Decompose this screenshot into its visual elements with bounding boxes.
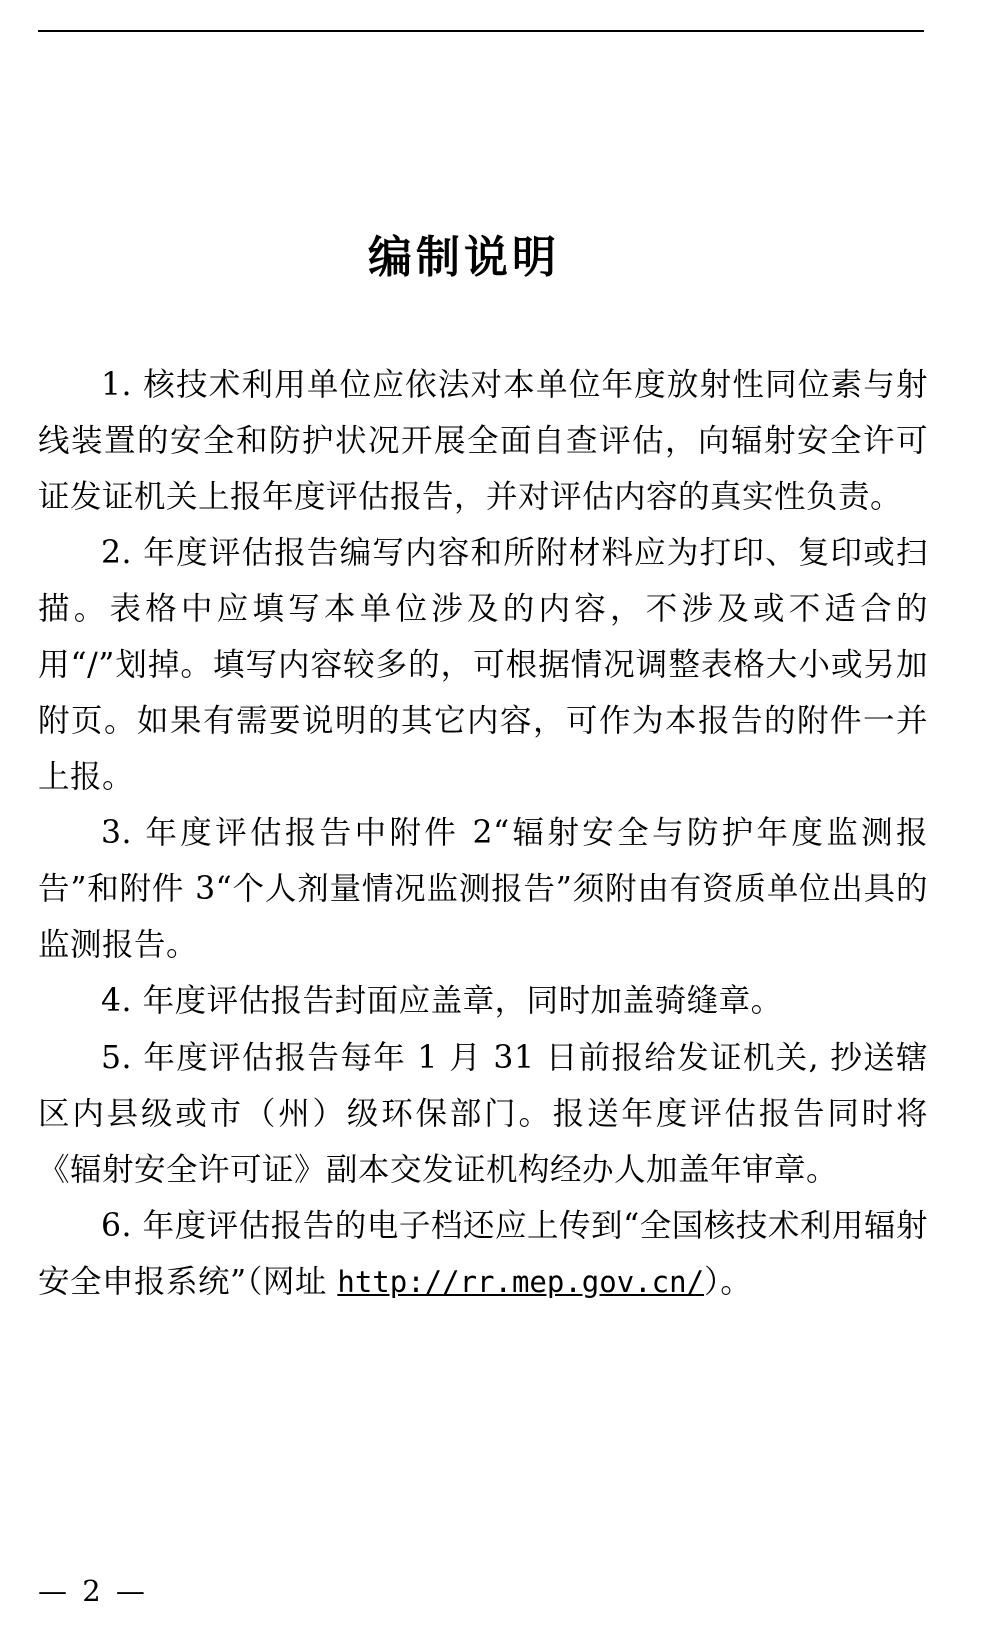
paragraph-6 xyxy=(38,1198,928,1310)
paragraph-6-after: ）。 xyxy=(704,1263,753,1300)
paragraph-3: 3. 年度评估报告中附件 2“辐射安全与防护年度监测报告”和附件 3“个人剂量情况监测报告”须附由有资质单位出具的监测报告。 xyxy=(38,815,928,964)
page-number: — 2 — xyxy=(38,1574,148,1608)
paragraph-5: 5. 年度评估报告每年 1 月 31 日前报给发证机关, 抄送辖区内县级或市（州）级环保部门。报送年度评估报告同时将《辐射安全许可证》副本交发证机构经办人加盖年审章。 xyxy=(38,1039,928,1188)
document-body xyxy=(38,232,928,1310)
paragraph-1: 1. 核技术利用单位应依法对本单位年度放射性同位素与射线装置的安全和防护状况开展全面自查评估，向辐射安全许可证发证机关上报年度评估报告，并对评估内容的真实性负责。 xyxy=(38,366,928,515)
paragraph-4: 4. 年度评估报告封面应盖章，同时加盖骑缝章。 xyxy=(101,983,783,1020)
header-rule xyxy=(38,30,924,32)
page-title: 编制说明 xyxy=(368,232,560,283)
paragraph-2: 2. 年度评估报告编写内容和所附材料应为打印、复印或扫描。表格中应填写本单位涉及的内容，不涉及或不适合的用“/”划掉。填写内容较多的，可根据情况调整表格大小或另加附页。如果有需要说明的其它内容，可作为本报告的附件一并上报。 xyxy=(38,534,928,796)
paragraph-6-before: 6. 年度评估报告的电子档还应上传到“全国核技术利用辐射安全申报系统”（网址 xyxy=(38,1207,928,1300)
system-url-link[interactable]: http://rr.mep.gov.cn/ xyxy=(337,1264,705,1299)
